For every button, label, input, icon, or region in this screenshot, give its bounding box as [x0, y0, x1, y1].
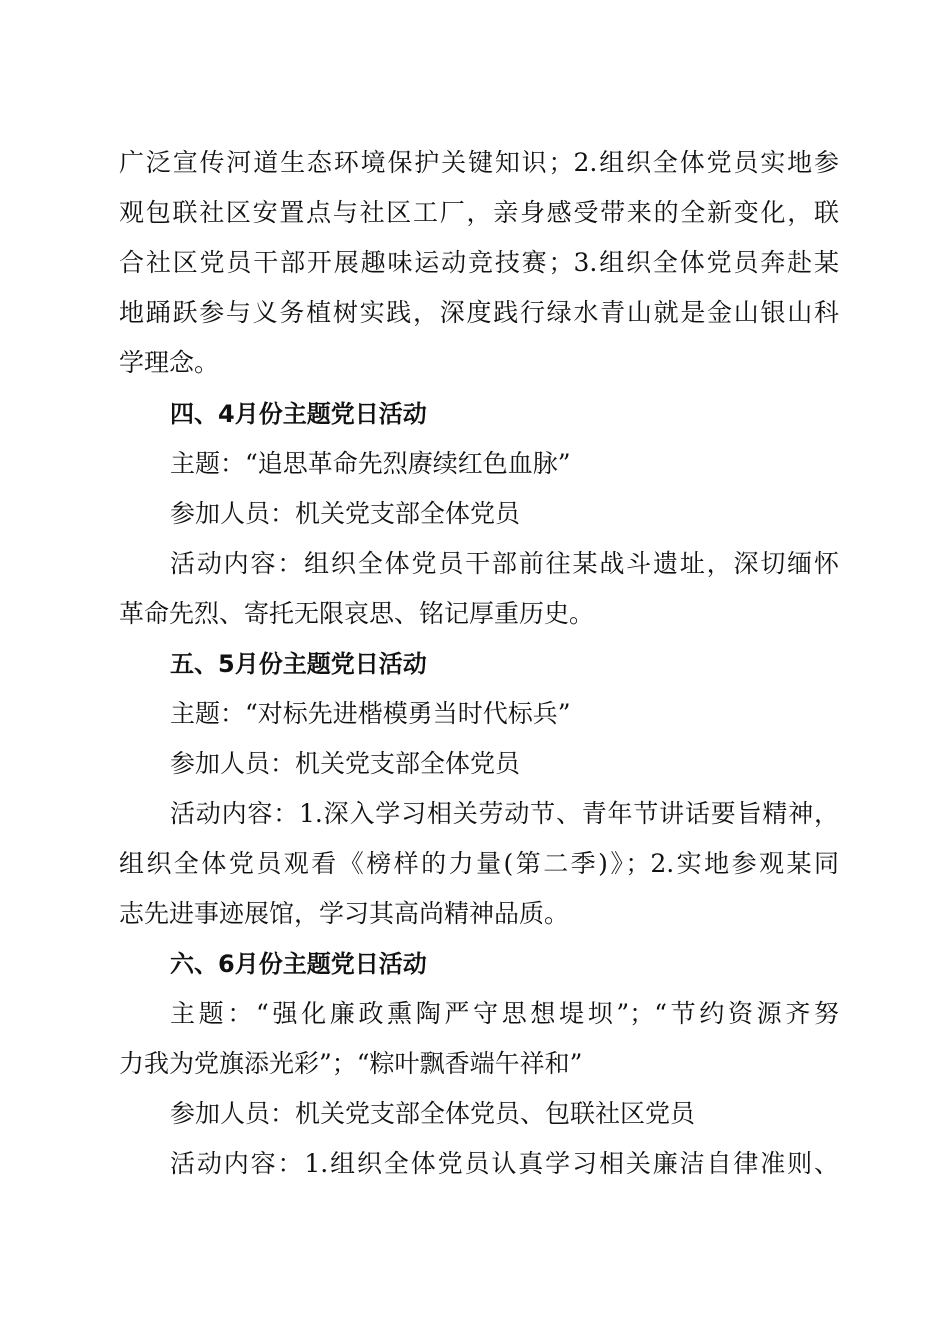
activity-content-line: 活动内容：1.深入学习相关劳动节、青年节讲话要旨精神， — [170, 799, 839, 828]
activity-content-line: 活动内容：1.组织全体党员认真学习相关廉洁自律准则、 — [170, 1149, 839, 1178]
theme-line: 主题：“强化廉政熏陶严守思想堤坝”；“节约资源齐努 — [170, 999, 839, 1028]
section-heading-may: 五、5月份主题党日活动 — [170, 650, 427, 678]
body-text-line: 组织全体党员观看《榜样的力量(第二季)》；2.实地参观某同 — [119, 849, 839, 878]
body-text-line: 观包联社区安置点与社区工厂，亲身感受带来的全新变化，联 — [119, 198, 839, 227]
section-heading-june: 六、6月份主题党日活动 — [170, 950, 427, 978]
participants-line: 参加人员：机关党支部全体党员 — [170, 749, 521, 778]
body-text-line: 合社区党员干部开展趣味运动竞技赛；3.组织全体党员奔赴某 — [119, 248, 839, 277]
body-text-line: 学理念。 — [119, 348, 220, 377]
body-text-line: 力我为党旗添光彩”；“粽叶飘香端午祥和” — [119, 1049, 583, 1078]
participants-line: 参加人员：机关党支部全体党员、包联社区党员 — [170, 1099, 696, 1128]
body-text-line: 广泛宣传河道生态环境保护关键知识；2.组织全体党员实地参 — [119, 148, 839, 177]
theme-line: 主题：“追思革命先烈赓续红色血脉” — [170, 449, 571, 478]
section-heading-april: 四、4月份主题党日活动 — [170, 400, 427, 428]
activity-content-line: 活动内容：组织全体党员干部前往某战斗遗址，深切缅怀 — [170, 549, 839, 578]
body-text-line: 志先进事迹展馆，学习其高尚精神品质。 — [119, 899, 570, 928]
participants-line: 参加人员：机关党支部全体党员 — [170, 499, 521, 528]
body-text-line: 革命先烈、寄托无限哀思、铭记厚重历史。 — [119, 599, 595, 628]
theme-line: 主题：“对标先进楷模勇当时代标兵” — [170, 699, 571, 728]
body-text-line: 地踊跃参与义务植树实践，深度践行绿水青山就是金山银山科 — [119, 298, 839, 327]
